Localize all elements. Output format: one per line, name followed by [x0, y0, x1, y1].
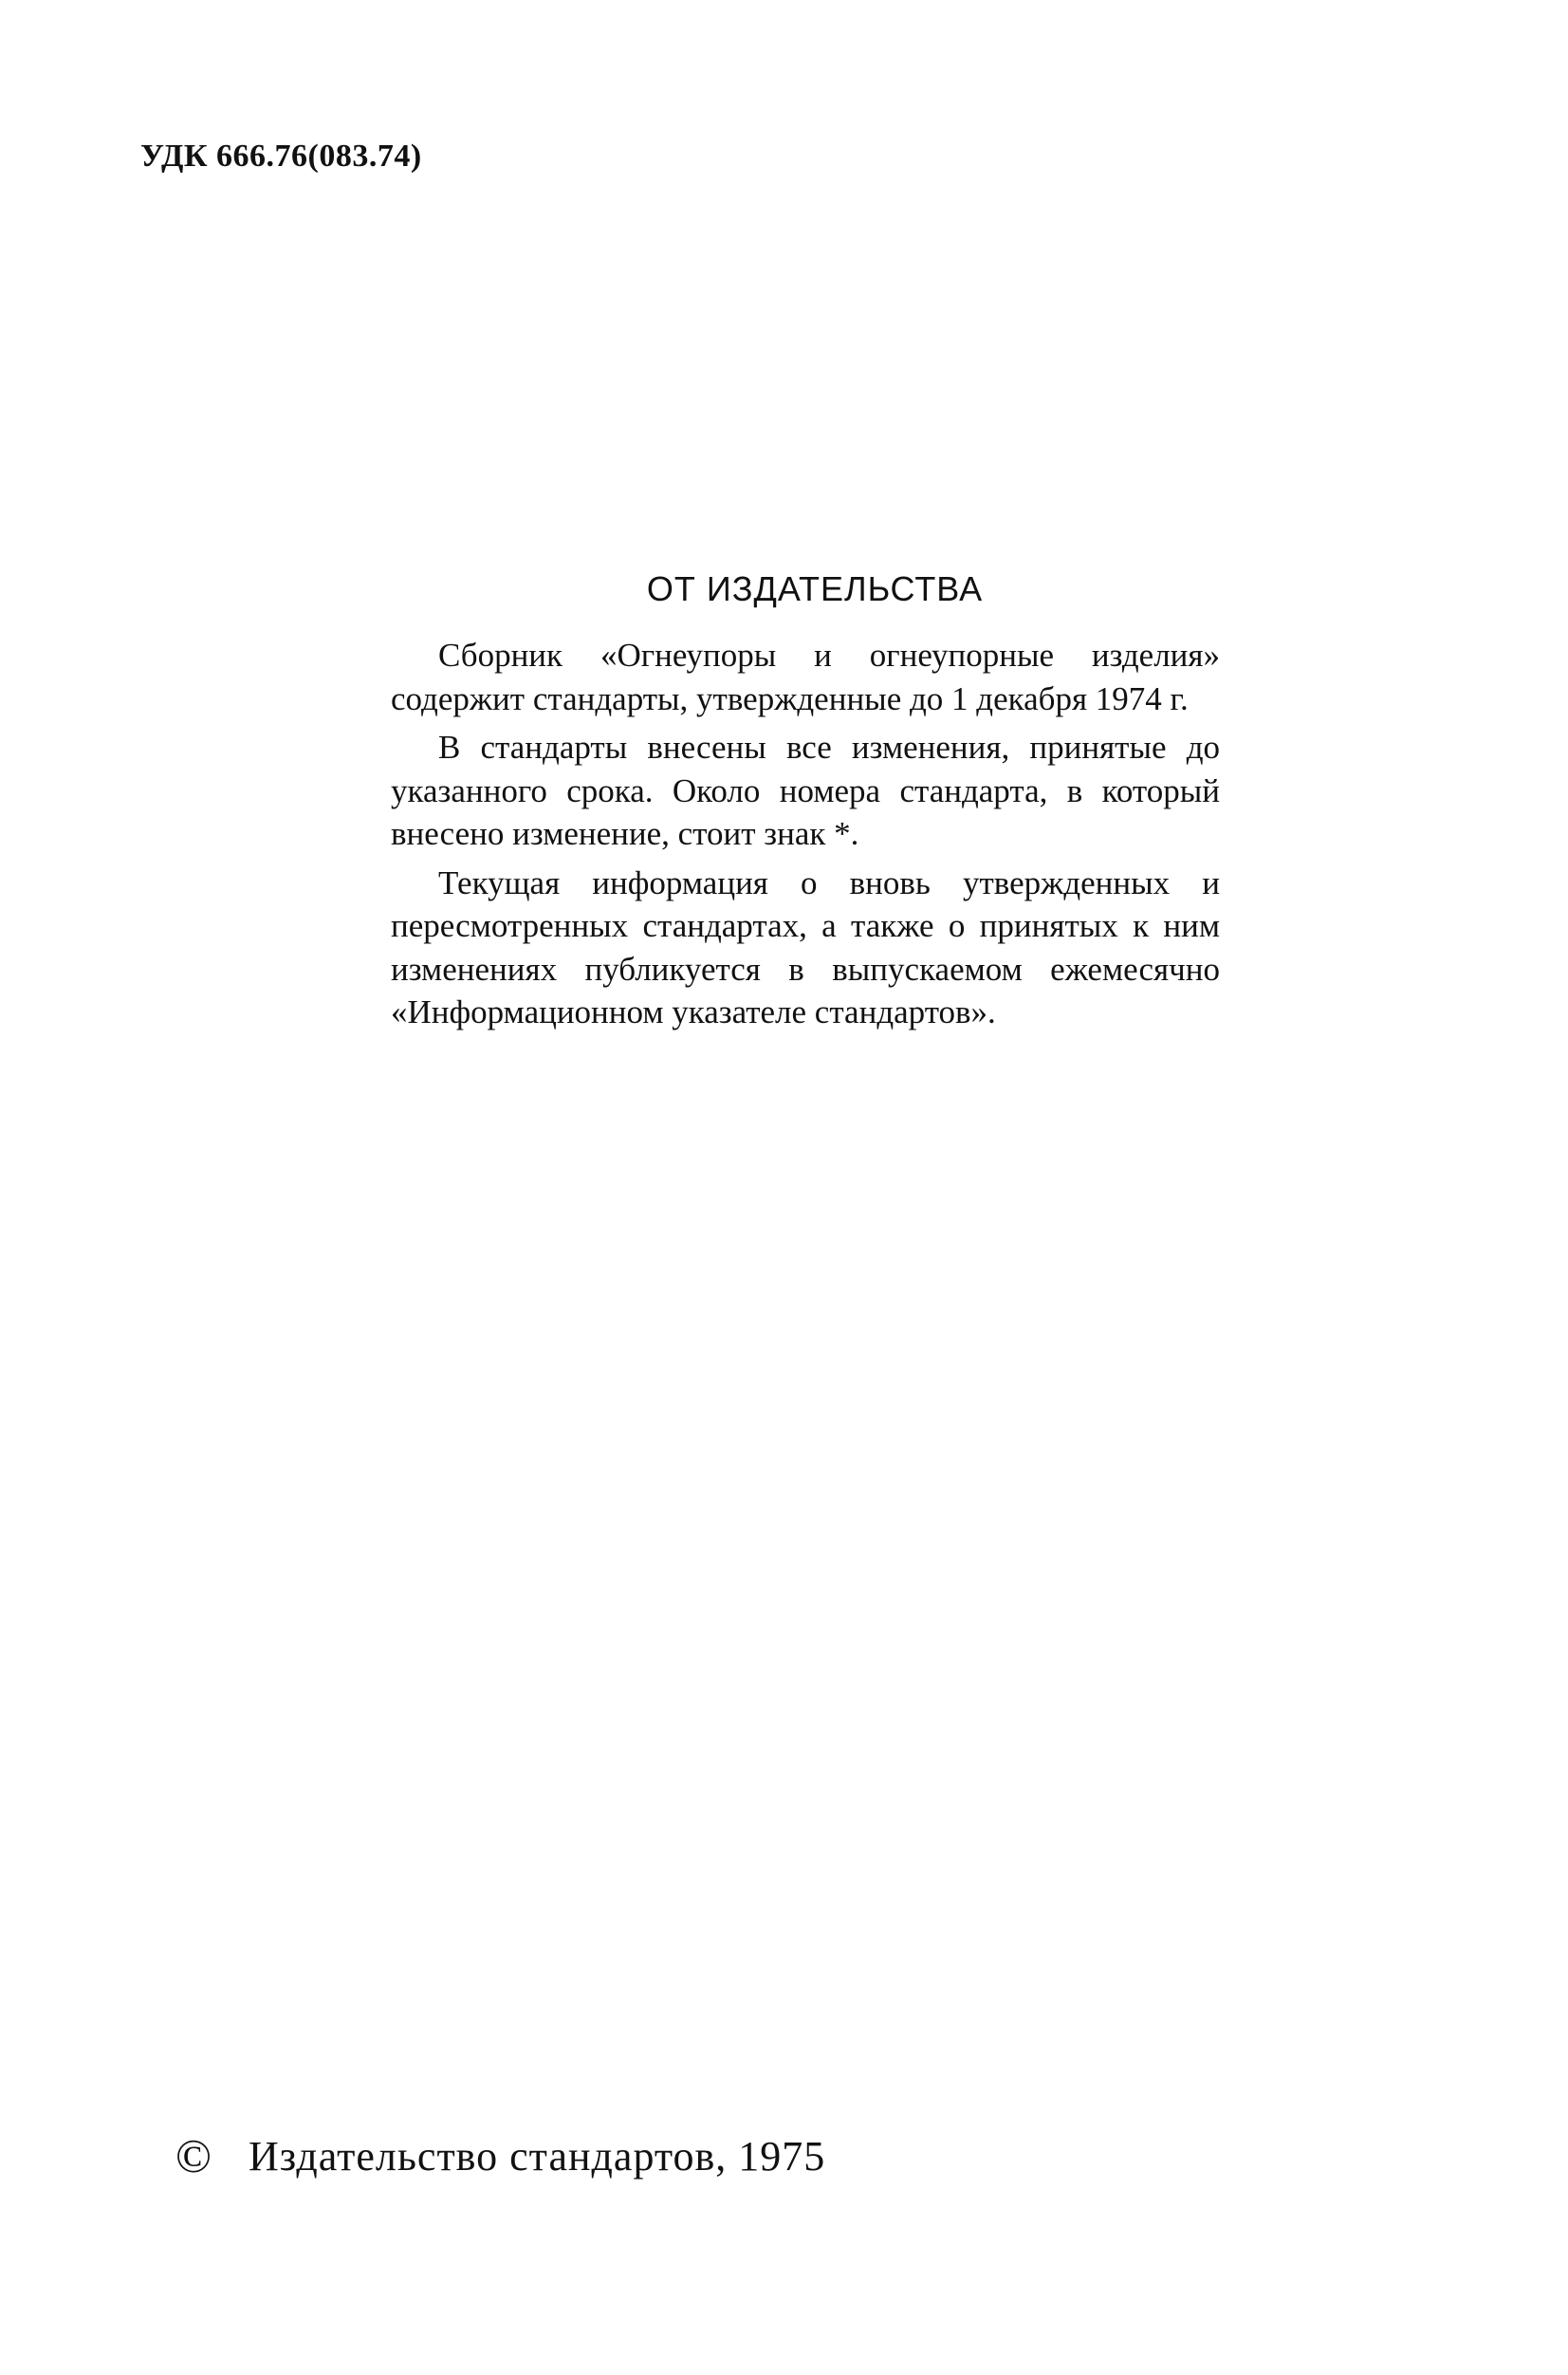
preface-title: ОТ ИЗДАТЕЛЬСТВА: [646, 569, 984, 608]
copyright-line: [175, 2128, 825, 2183]
publisher-preface: [391, 569, 1220, 1040]
udk-code: УДК 666.76(083.74): [140, 139, 422, 174]
preface-paragraph: Сборник «Огнеупоры и огнеупорные изделия» содержит стандарты, утвержденные до 1 декабря 1974 г.: [391, 637, 1220, 717]
preface-paragraph: В стандарты внесены все изменения, принятые до указанного срока. Около номера стандарта, в который внесено изменение, стоит знак *.: [391, 729, 1220, 852]
copyright-text: Издательство стандартов, 1975: [249, 2132, 826, 2180]
copyright-icon: ©: [175, 2129, 212, 2182]
preface-paragraph: Текущая информация о вновь утвержденных и пересмотренных стандартах, а также о принятых к ним изменениях публикуется в выпускаемом ежемесячно «Информационном указателе стандартов».: [391, 863, 1220, 1030]
